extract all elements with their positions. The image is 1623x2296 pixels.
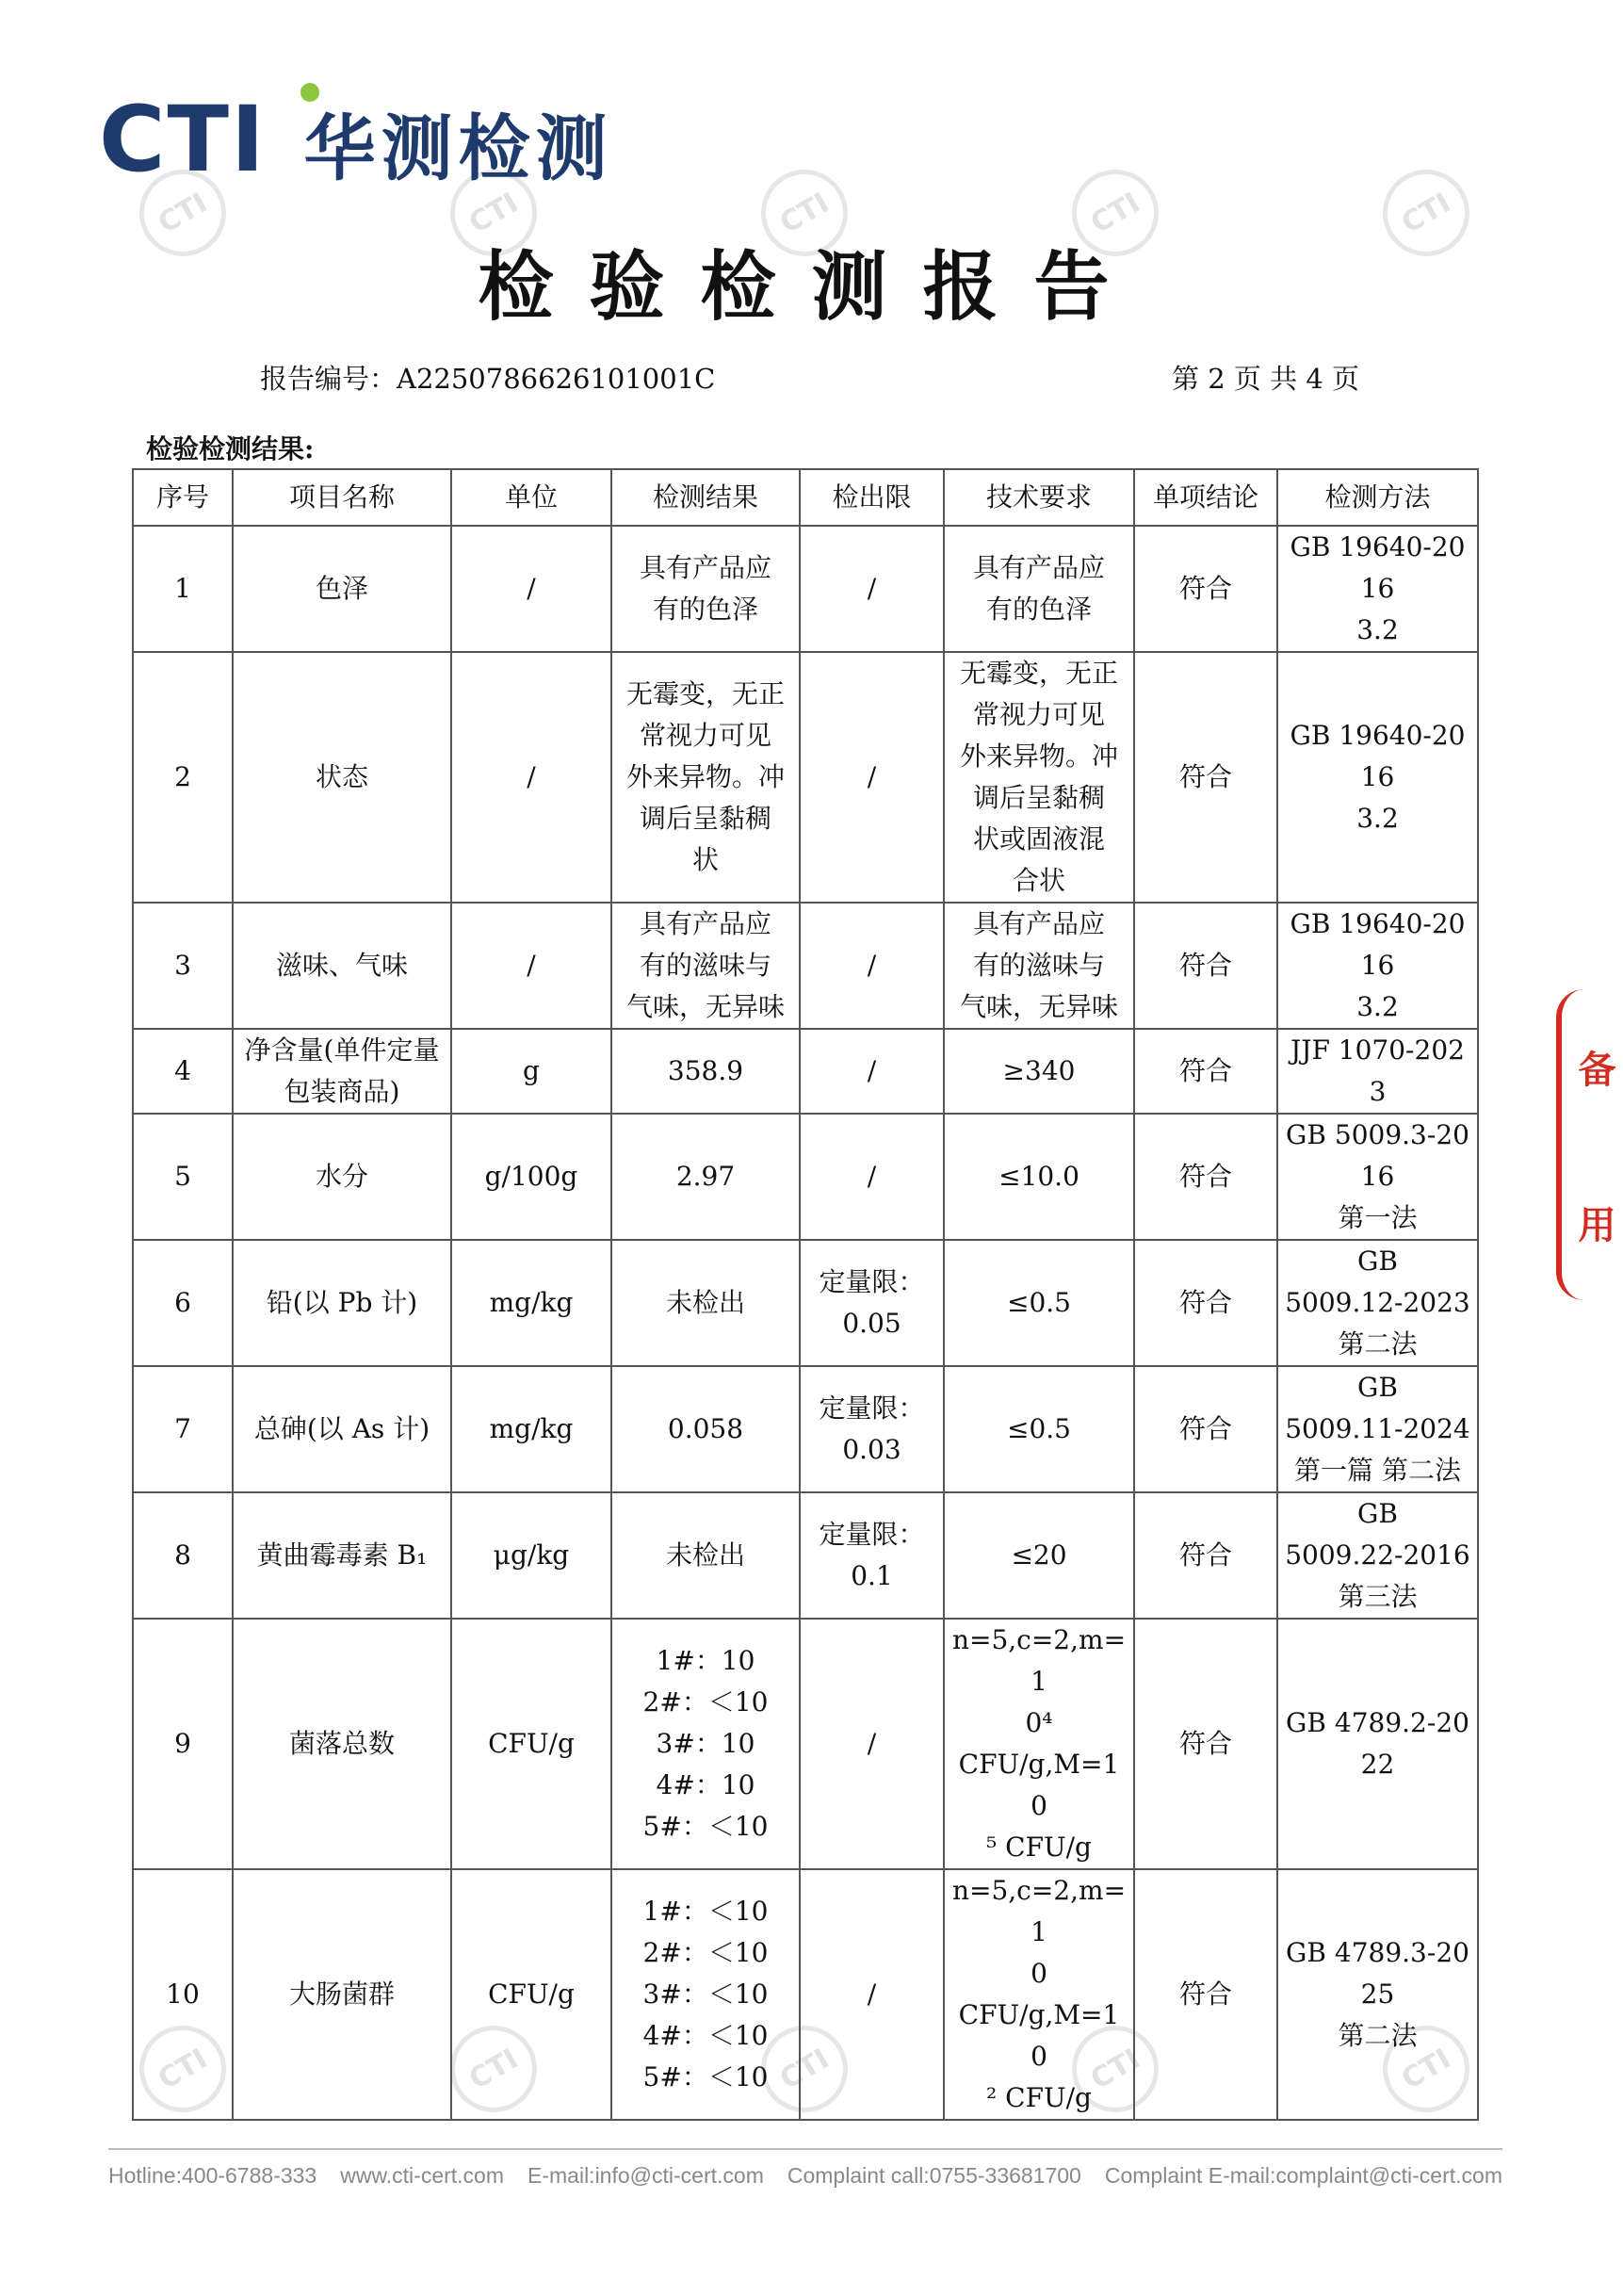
cell-requirement-line: ≤20 bbox=[1011, 1539, 1067, 1571]
cell-result-line: 358.9 bbox=[667, 1055, 744, 1086]
watermark-logo: CTI bbox=[434, 154, 553, 272]
cell-method-line: GB 5009.3-2016 bbox=[1286, 1119, 1469, 1192]
cell-limit-line: / bbox=[867, 573, 877, 604]
cell-no: 4 bbox=[133, 1029, 233, 1114]
cell-result-line: 外来异物。冲 bbox=[625, 761, 785, 792]
cell-result-line: 3#：10 bbox=[656, 1728, 755, 1759]
cell-unit: g/100g bbox=[451, 1114, 611, 1240]
cell-result-line: 0.058 bbox=[667, 1413, 744, 1444]
watermark-logo: CTI bbox=[1056, 154, 1175, 272]
cell-requirement-line: ≤0.5 bbox=[1007, 1287, 1071, 1318]
cell-result-line: 状 bbox=[691, 844, 719, 875]
cell-result-line: 5#：＜10 bbox=[642, 2061, 769, 2092]
cell-method-line: GB 19640-2016 bbox=[1290, 720, 1466, 792]
cell-requirement-line: 具有产品应 bbox=[972, 552, 1105, 583]
cell-item: 总砷(以 As 计) bbox=[233, 1366, 451, 1492]
cell-unit: μg/kg bbox=[451, 1492, 611, 1619]
cell-result-line: 2#：＜10 bbox=[642, 1937, 769, 1968]
section-label: 检验检测结果: bbox=[146, 433, 315, 464]
cell-requirement bbox=[944, 1114, 1134, 1240]
cell-method-line: 5009.22-2016 bbox=[1285, 1539, 1470, 1571]
col-header-item: 项目名称 bbox=[233, 469, 451, 526]
table-header-row bbox=[133, 469, 1478, 526]
document-title: 检验检测报告 bbox=[478, 242, 1145, 331]
cell-no: 6 bbox=[133, 1240, 233, 1366]
cell-method-line: 3.2 bbox=[1356, 614, 1399, 645]
cell-no: 2 bbox=[133, 652, 233, 903]
cell-method bbox=[1277, 903, 1478, 1029]
cell-requirement bbox=[944, 1240, 1134, 1366]
cell-limit-line: 定量限： bbox=[819, 1519, 925, 1550]
cell-result-line: 具有产品应 bbox=[639, 552, 771, 583]
watermark-logo: CTI bbox=[745, 154, 864, 272]
table-row bbox=[133, 903, 1478, 1029]
cell-result bbox=[611, 1366, 800, 1492]
cell-conclusion: 符合 bbox=[1134, 903, 1277, 1029]
cell-result bbox=[611, 1492, 800, 1619]
cell-item: 铅(以 Pb 计) bbox=[233, 1240, 451, 1366]
footer-divider bbox=[108, 2148, 1502, 2150]
table-row bbox=[133, 652, 1478, 903]
table-row bbox=[133, 1114, 1478, 1240]
cell-result-line: 有的滋味与 bbox=[639, 950, 771, 981]
cell-item: 水分 bbox=[233, 1114, 451, 1240]
cell-result-line: 气味，无异味 bbox=[625, 991, 785, 1022]
cell-result bbox=[611, 1029, 800, 1114]
cell-item: 色泽 bbox=[233, 526, 451, 652]
cell-result-line: 常视力可见 bbox=[639, 720, 771, 751]
cell-limit bbox=[800, 1366, 944, 1492]
cell-limit-line: 0.03 bbox=[842, 1434, 901, 1465]
cell-conclusion: 符合 bbox=[1134, 1029, 1277, 1114]
cell-method-line: 3.2 bbox=[1356, 803, 1399, 834]
cell-item: 菌落总数 bbox=[233, 1619, 451, 1869]
cell-method-line: GB bbox=[1357, 1372, 1398, 1403]
footer-email: E-mail:info@cti-cert.com bbox=[527, 2163, 764, 2188]
cell-requirement bbox=[944, 652, 1134, 903]
logo-mark: CTI bbox=[99, 87, 267, 192]
cell-result-line: 4#：＜10 bbox=[642, 2020, 769, 2051]
cell-unit: / bbox=[451, 652, 611, 903]
cell-limit-line: / bbox=[867, 1978, 877, 2010]
cell-result-line: 调后呈黏稠 bbox=[639, 803, 771, 834]
table-row bbox=[133, 1240, 1478, 1366]
cell-item: 滋味、气味 bbox=[233, 903, 451, 1029]
cell-method-line: 5009.11-2024 bbox=[1285, 1413, 1470, 1444]
col-header-requirement: 技术要求 bbox=[944, 469, 1134, 526]
cell-requirement-line: ² CFU/g bbox=[986, 2082, 1092, 2113]
cell-requirement-line: CFU/g,M=10 bbox=[958, 1749, 1120, 1821]
cell-method-line: GB 4789.2-2022 bbox=[1286, 1707, 1469, 1780]
table-row bbox=[133, 1869, 1478, 2120]
cell-requirement bbox=[944, 526, 1134, 652]
cell-method-line: 第一法 bbox=[1338, 1202, 1418, 1233]
cell-result-line: 未检出 bbox=[665, 1287, 745, 1318]
cell-method bbox=[1277, 1240, 1478, 1366]
cell-requirement-line: 具有产品应 bbox=[972, 908, 1105, 939]
cell-result-line: 具有产品应 bbox=[639, 908, 771, 939]
cell-no: 8 bbox=[133, 1492, 233, 1619]
table-row bbox=[133, 1029, 1478, 1114]
cell-conclusion: 符合 bbox=[1134, 1619, 1277, 1869]
watermark-logo: CTI bbox=[745, 2010, 864, 2128]
cell-conclusion: 符合 bbox=[1134, 1492, 1277, 1619]
cell-method-line: 第三法 bbox=[1338, 1581, 1418, 1612]
cell-unit: / bbox=[451, 903, 611, 1029]
cell-conclusion: 符合 bbox=[1134, 1366, 1277, 1492]
cell-limit-line: 0.1 bbox=[851, 1560, 893, 1591]
cell-limit-line: / bbox=[867, 1055, 877, 1086]
cell-method-line: GB 19640-2016 bbox=[1290, 908, 1466, 981]
footer-website: www.cti-cert.com bbox=[340, 2163, 505, 2188]
cell-limit-line: / bbox=[867, 761, 877, 792]
cell-method bbox=[1277, 526, 1478, 652]
cell-conclusion: 符合 bbox=[1134, 652, 1277, 903]
cell-method bbox=[1277, 1619, 1478, 1869]
cell-limit-line: / bbox=[867, 1161, 877, 1192]
cell-requirement bbox=[944, 1619, 1134, 1869]
logo-dot bbox=[300, 83, 319, 102]
stamp-char: 备 bbox=[1578, 1048, 1616, 1092]
col-header-unit: 单位 bbox=[451, 469, 611, 526]
cell-no: 3 bbox=[133, 903, 233, 1029]
watermark-logo: CTI bbox=[434, 2010, 553, 2128]
cell-result-line: 3#：＜10 bbox=[642, 1978, 769, 2010]
cell-limit bbox=[800, 903, 944, 1029]
cell-result bbox=[611, 526, 800, 652]
cell-method-line: 第二法 bbox=[1338, 2020, 1418, 2051]
cell-limit bbox=[800, 1114, 944, 1240]
cell-requirement-line: 有的色泽 bbox=[985, 594, 1092, 625]
cell-requirement bbox=[944, 903, 1134, 1029]
cell-conclusion: 符合 bbox=[1134, 1869, 1277, 2120]
cell-item: 大肠菌群 bbox=[233, 1869, 451, 2120]
cell-result-line: 2#：＜10 bbox=[642, 1686, 769, 1718]
cell-limit bbox=[800, 1240, 944, 1366]
cell-result-line: 无霉变，无正 bbox=[625, 678, 785, 709]
cell-result bbox=[611, 903, 800, 1029]
cell-result bbox=[611, 1240, 800, 1366]
watermark-logo: CTI bbox=[123, 2010, 242, 2128]
cell-limit bbox=[800, 1619, 944, 1869]
cell-method-line: GB bbox=[1357, 1498, 1398, 1529]
cell-limit-line: / bbox=[867, 1728, 877, 1759]
cell-result-line: 有的色泽 bbox=[652, 594, 758, 625]
watermark-logo: CTI bbox=[1367, 2010, 1485, 2128]
cell-no: 5 bbox=[133, 1114, 233, 1240]
cell-method-line: 第二法 bbox=[1338, 1328, 1418, 1360]
watermark-logo: CTI bbox=[1056, 2010, 1175, 2128]
cell-requirement-line: 合状 bbox=[1012, 865, 1065, 896]
cell-no: 10 bbox=[133, 1869, 233, 2120]
cell-result-line: 2.97 bbox=[675, 1161, 736, 1192]
cell-requirement-line: ≤0.5 bbox=[1007, 1413, 1071, 1444]
cell-requirement-line: 有的滋味与 bbox=[972, 950, 1105, 981]
cell-requirement-line: 状或固液混 bbox=[972, 823, 1105, 855]
col-header-method: 检测方法 bbox=[1277, 469, 1478, 526]
col-header-conclusion: 单项结论 bbox=[1134, 469, 1277, 526]
cell-unit: mg/kg bbox=[451, 1366, 611, 1492]
cell-limit bbox=[800, 1869, 944, 2120]
col-header-no: 序号 bbox=[133, 469, 233, 526]
cell-requirement-line: n=5,c=2,m=1 bbox=[951, 1875, 1127, 1947]
cell-result-line: 1#：＜10 bbox=[642, 1896, 769, 1927]
col-header-limit: 检出限 bbox=[800, 469, 944, 526]
cell-requirement bbox=[944, 1869, 1134, 2120]
cell-result-line: 未检出 bbox=[665, 1539, 745, 1571]
cell-limit bbox=[800, 1492, 944, 1619]
watermark-logo: CTI bbox=[1367, 154, 1485, 272]
cell-item: 状态 bbox=[233, 652, 451, 903]
page-info: 第 2 页 共 4 页 bbox=[1172, 363, 1359, 395]
cell-conclusion: 符合 bbox=[1134, 526, 1277, 652]
cell-no: 9 bbox=[133, 1619, 233, 1869]
cell-method-line: GB 4789.3-2025 bbox=[1286, 1937, 1469, 2010]
cell-method bbox=[1277, 1869, 1478, 2120]
cell-conclusion: 符合 bbox=[1134, 1240, 1277, 1366]
cell-method-line: GB 19640-2016 bbox=[1290, 531, 1466, 604]
cell-requirement-line: 无霉变，无正 bbox=[959, 658, 1118, 689]
cell-requirement-line: 0 bbox=[1031, 1958, 1047, 1989]
cell-method-line: 第一篇 第二法 bbox=[1294, 1455, 1461, 1486]
table-row bbox=[133, 1366, 1478, 1492]
red-stamp bbox=[1556, 989, 1623, 1300]
cell-requirement-line: ⁵ CFU/g bbox=[986, 1832, 1092, 1863]
cell-requirement-line: ≤10.0 bbox=[998, 1161, 1079, 1192]
stamp-char: 用 bbox=[1578, 1203, 1616, 1247]
cell-requirement-line: 常视力可见 bbox=[972, 699, 1105, 730]
cell-item: 净含量(单件定量包装商品) bbox=[233, 1029, 451, 1114]
cell-limit-line: 0.05 bbox=[842, 1308, 901, 1339]
company-logo bbox=[99, 87, 613, 192]
cell-result bbox=[611, 652, 800, 903]
cell-method bbox=[1277, 1492, 1478, 1619]
cell-method bbox=[1277, 1114, 1478, 1240]
cell-result-line: 5#：＜10 bbox=[642, 1811, 769, 1842]
table-row bbox=[133, 1492, 1478, 1619]
cell-result bbox=[611, 1869, 800, 2120]
cell-limit-line: / bbox=[867, 950, 877, 981]
footer-complaint-email: Complaint E-mail:complaint@cti-cert.com bbox=[1104, 2163, 1502, 2188]
cell-conclusion: 符合 bbox=[1134, 1114, 1277, 1240]
report-number: 报告编号：A2250786626101001C bbox=[260, 363, 716, 395]
cell-requirement-line: ≥340 bbox=[1002, 1055, 1076, 1086]
logo-name: 华测检测 bbox=[303, 106, 613, 190]
cell-unit: / bbox=[451, 526, 611, 652]
cell-method bbox=[1277, 1029, 1478, 1114]
cell-requirement bbox=[944, 1029, 1134, 1114]
cell-limit bbox=[800, 652, 944, 903]
cell-requirement-line: 外来异物。冲 bbox=[959, 741, 1118, 772]
footer-hotline: Hotline:400-6788-333 bbox=[108, 2163, 317, 2188]
cell-requirement bbox=[944, 1492, 1134, 1619]
cell-unit: CFU/g bbox=[451, 1869, 611, 2120]
cell-requirement bbox=[944, 1366, 1134, 1492]
cell-unit: g bbox=[451, 1029, 611, 1114]
cell-limit bbox=[800, 1029, 944, 1114]
cell-requirement-line: n=5,c=2,m=1 bbox=[951, 1624, 1127, 1697]
cell-requirement-line: CFU/g,M=10 bbox=[958, 1999, 1120, 2072]
cell-result bbox=[611, 1114, 800, 1240]
cell-result bbox=[611, 1619, 800, 1869]
footer-complaint-call: Complaint call:0755-33681700 bbox=[787, 2163, 1081, 2188]
cell-method-line: GB bbox=[1357, 1246, 1398, 1277]
cell-limit-line: 定量限： bbox=[819, 1266, 925, 1297]
cell-result-line: 1#：10 bbox=[656, 1645, 755, 1676]
cell-requirement-line: 气味，无异味 bbox=[959, 991, 1118, 1022]
cell-item: 黄曲霉毒素 B₁ bbox=[233, 1492, 451, 1619]
results-table bbox=[132, 468, 1479, 2121]
footer bbox=[108, 2163, 1502, 2189]
cell-result-line: 4#：10 bbox=[656, 1769, 755, 1800]
table-row bbox=[133, 526, 1478, 652]
cell-no: 7 bbox=[133, 1366, 233, 1492]
cell-method bbox=[1277, 652, 1478, 903]
cell-method bbox=[1277, 1366, 1478, 1492]
watermark-logo: CTI bbox=[123, 154, 242, 272]
cell-method-line: 3.2 bbox=[1356, 991, 1399, 1022]
table-row bbox=[133, 1619, 1478, 1869]
cell-method-line: JJF 1070-2023 bbox=[1290, 1034, 1465, 1107]
cell-limit bbox=[800, 526, 944, 652]
cell-requirement-line: 0⁴ bbox=[1025, 1707, 1053, 1738]
cell-unit: mg/kg bbox=[451, 1240, 611, 1366]
col-header-result: 检测结果 bbox=[611, 469, 800, 526]
cell-limit-line: 定量限： bbox=[819, 1392, 925, 1424]
cell-unit: CFU/g bbox=[451, 1619, 611, 1869]
cell-method-line: 5009.12-2023 bbox=[1285, 1287, 1470, 1318]
cell-no: 1 bbox=[133, 526, 233, 652]
cell-requirement-line: 调后呈黏稠 bbox=[972, 782, 1105, 813]
